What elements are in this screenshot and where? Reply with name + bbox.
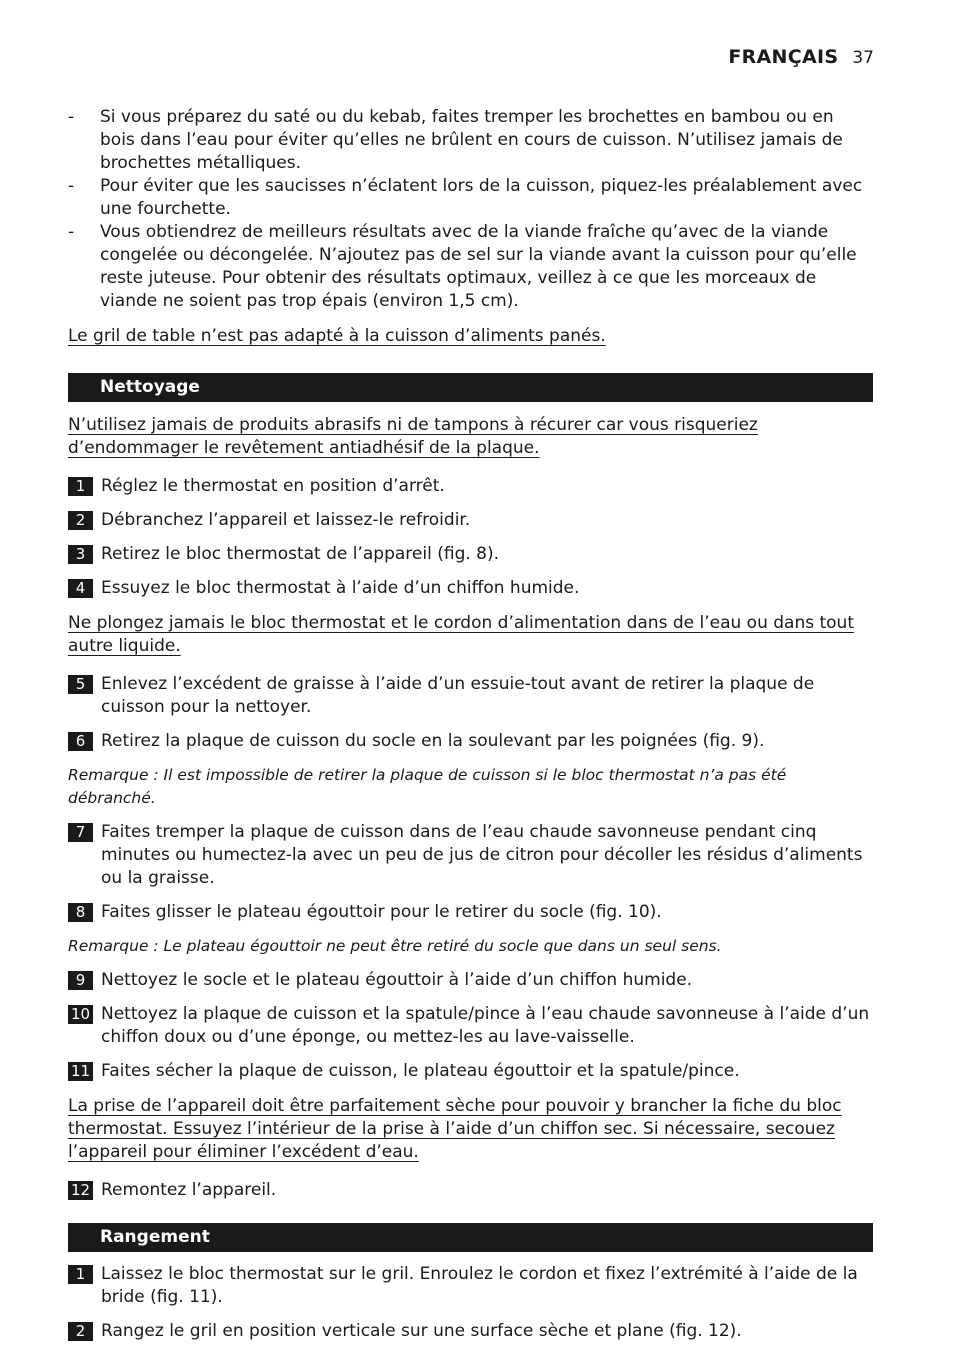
page-header <box>728 46 874 70</box>
section-title-cleaning: Nettoyage <box>68 373 873 402</box>
tips-list <box>68 106 873 313</box>
tip-text: Si vous préparez du saté ou du kebab, faites tremper les brochettes en bambou ou en bois dans l’eau pour éviter qu’elles ne brûlent en cours de cuisson. N’utilisez jamais de brochettes métalliques. <box>100 107 843 173</box>
step-number: 4 <box>68 579 93 598</box>
step-text: Laissez le bloc thermostat sur le gril. Enroulez le cordon et fixez l’extrémité à l’aide de la bride (fig. 11). <box>101 1264 858 1307</box>
step-text: Retirez la plaque de cuisson du socle en la soulevant par les poignées (fig. 9). <box>101 731 765 751</box>
tip-text: Pour éviter que les saucisses n’éclatent lors de la cuisson, piquez-les préalablement avec une fourchette. <box>100 176 863 219</box>
step-item <box>68 1179 873 1202</box>
step-number: 6 <box>68 732 93 751</box>
step-item <box>68 1060 873 1083</box>
step-text: Faites glisser le plateau égouttoir pour le retirer du socle (fig. 10). <box>101 902 662 922</box>
step-text: Retirez le bloc thermostat de l’appareil (fig. 8). <box>101 544 500 564</box>
step-number: 8 <box>68 903 93 922</box>
step-text: Réglez le thermostat en position d’arrêt. <box>101 476 445 496</box>
step-item <box>68 821 873 890</box>
bullet-dash: - <box>68 176 75 196</box>
step-number: 1 <box>68 477 93 496</box>
step-number: 3 <box>68 545 93 564</box>
bullet-dash: - <box>68 107 75 127</box>
warning-abrasive: N’utilisez jamais de produits abrasifs ni de tampons à récurer car vous risqueriez d’endommager le revêtement antiadhésif de la plaque. <box>68 415 758 458</box>
step-text: Débranchez l’appareil et laissez-le refroidir. <box>101 510 471 530</box>
page-number: 37 <box>852 48 874 68</box>
step-text: Nettoyez le socle et le plateau égouttoir à l’aide d’un chiffon humide. <box>101 970 693 990</box>
note-text: Remarque : Le plateau égouttoir ne peut être retiré du socle que dans un seul sens. <box>68 937 722 955</box>
step-number: 7 <box>68 823 93 842</box>
step-item <box>68 1320 873 1343</box>
step-item <box>68 730 873 753</box>
step-number: 12 <box>68 1181 93 1200</box>
step-item <box>68 969 873 992</box>
step-item <box>68 673 873 719</box>
step-text: Essuyez le bloc thermostat à l’aide d’un chiffon humide. <box>101 578 580 598</box>
step-number: 9 <box>68 971 93 990</box>
step-text: Nettoyez la plaque de cuisson et la spatule/pince à l’eau chaude savonneuse à l’aide d’un chiffon doux ou d’une éponge, ou mettez-les au lave-vaisselle. <box>101 1004 870 1047</box>
warning-dry: La prise de l’appareil doit être parfaitement sèche pour pouvoir y brancher la fiche du bloc thermostat. Essuyez l’intérieur de la prise à l’aide d’un chiffon sec. Si nécessaire, secouez l’appareil pour éliminer l’excédent d’eau. <box>68 1096 842 1162</box>
step-text: Faites sécher la plaque de cuisson, le plateau égouttoir et la spatule/pince. <box>101 1061 740 1081</box>
list-item <box>68 106 873 175</box>
list-item <box>68 221 873 313</box>
step-text: Faites tremper la plaque de cuisson dans de l’eau chaude savonneuse pendant cinq minutes ou humectez-la avec un peu de jus de citron pour décoller les résidus d’aliments ou la graisse. <box>101 822 863 888</box>
step-item <box>68 577 873 600</box>
section-title-storage: Rangement <box>68 1223 873 1252</box>
step-item <box>68 509 873 532</box>
step-number: 2 <box>68 1322 93 1341</box>
note-text: Remarque : Il est impossible de retirer la plaque de cuisson si le bloc thermostat n’a pas été débranché. <box>68 766 787 807</box>
step-number: 2 <box>68 511 93 530</box>
step-number: 1 <box>68 1265 93 1284</box>
step-item <box>68 475 873 498</box>
warning-breaded: Le gril de table n’est pas adapté à la cuisson d’aliments panés. <box>68 326 606 346</box>
step-number: 11 <box>68 1062 93 1081</box>
step-number: 10 <box>68 1005 93 1024</box>
step-text: Remontez l’appareil. <box>101 1180 277 1200</box>
step-item <box>68 901 873 924</box>
step-item <box>68 1003 873 1049</box>
step-item <box>68 543 873 566</box>
page-content <box>68 106 873 1343</box>
step-text: Enlevez l’excédent de graisse à l’aide d’un essuie-tout avant de retirer la plaque de cuisson pour la nettoyer. <box>101 674 815 717</box>
list-item <box>68 175 873 221</box>
bullet-dash: - <box>68 222 75 242</box>
step-item <box>68 1263 873 1309</box>
warning-immerse: Ne plongez jamais le bloc thermostat et le cordon d’alimentation dans de l’eau ou dans tout autre liquide. <box>68 613 854 656</box>
tip-text: Vous obtiendrez de meilleurs résultats avec de la viande fraîche qu’avec de la viande congelée ou décongelée. N’ajoutez pas de sel sur la viande avant la cuisson pour qu’elle reste juteuse. Pour obtenir des résultats optimaux, veillez à ce que les morceaux de viande ne soient pas trop épais (environ 1,5 cm). <box>100 222 857 311</box>
step-text: Rangez le gril en position verticale sur une surface sèche et plane (fig. 12). <box>101 1321 742 1341</box>
step-number: 5 <box>68 675 93 694</box>
language-label: FRANÇAIS <box>728 46 839 68</box>
